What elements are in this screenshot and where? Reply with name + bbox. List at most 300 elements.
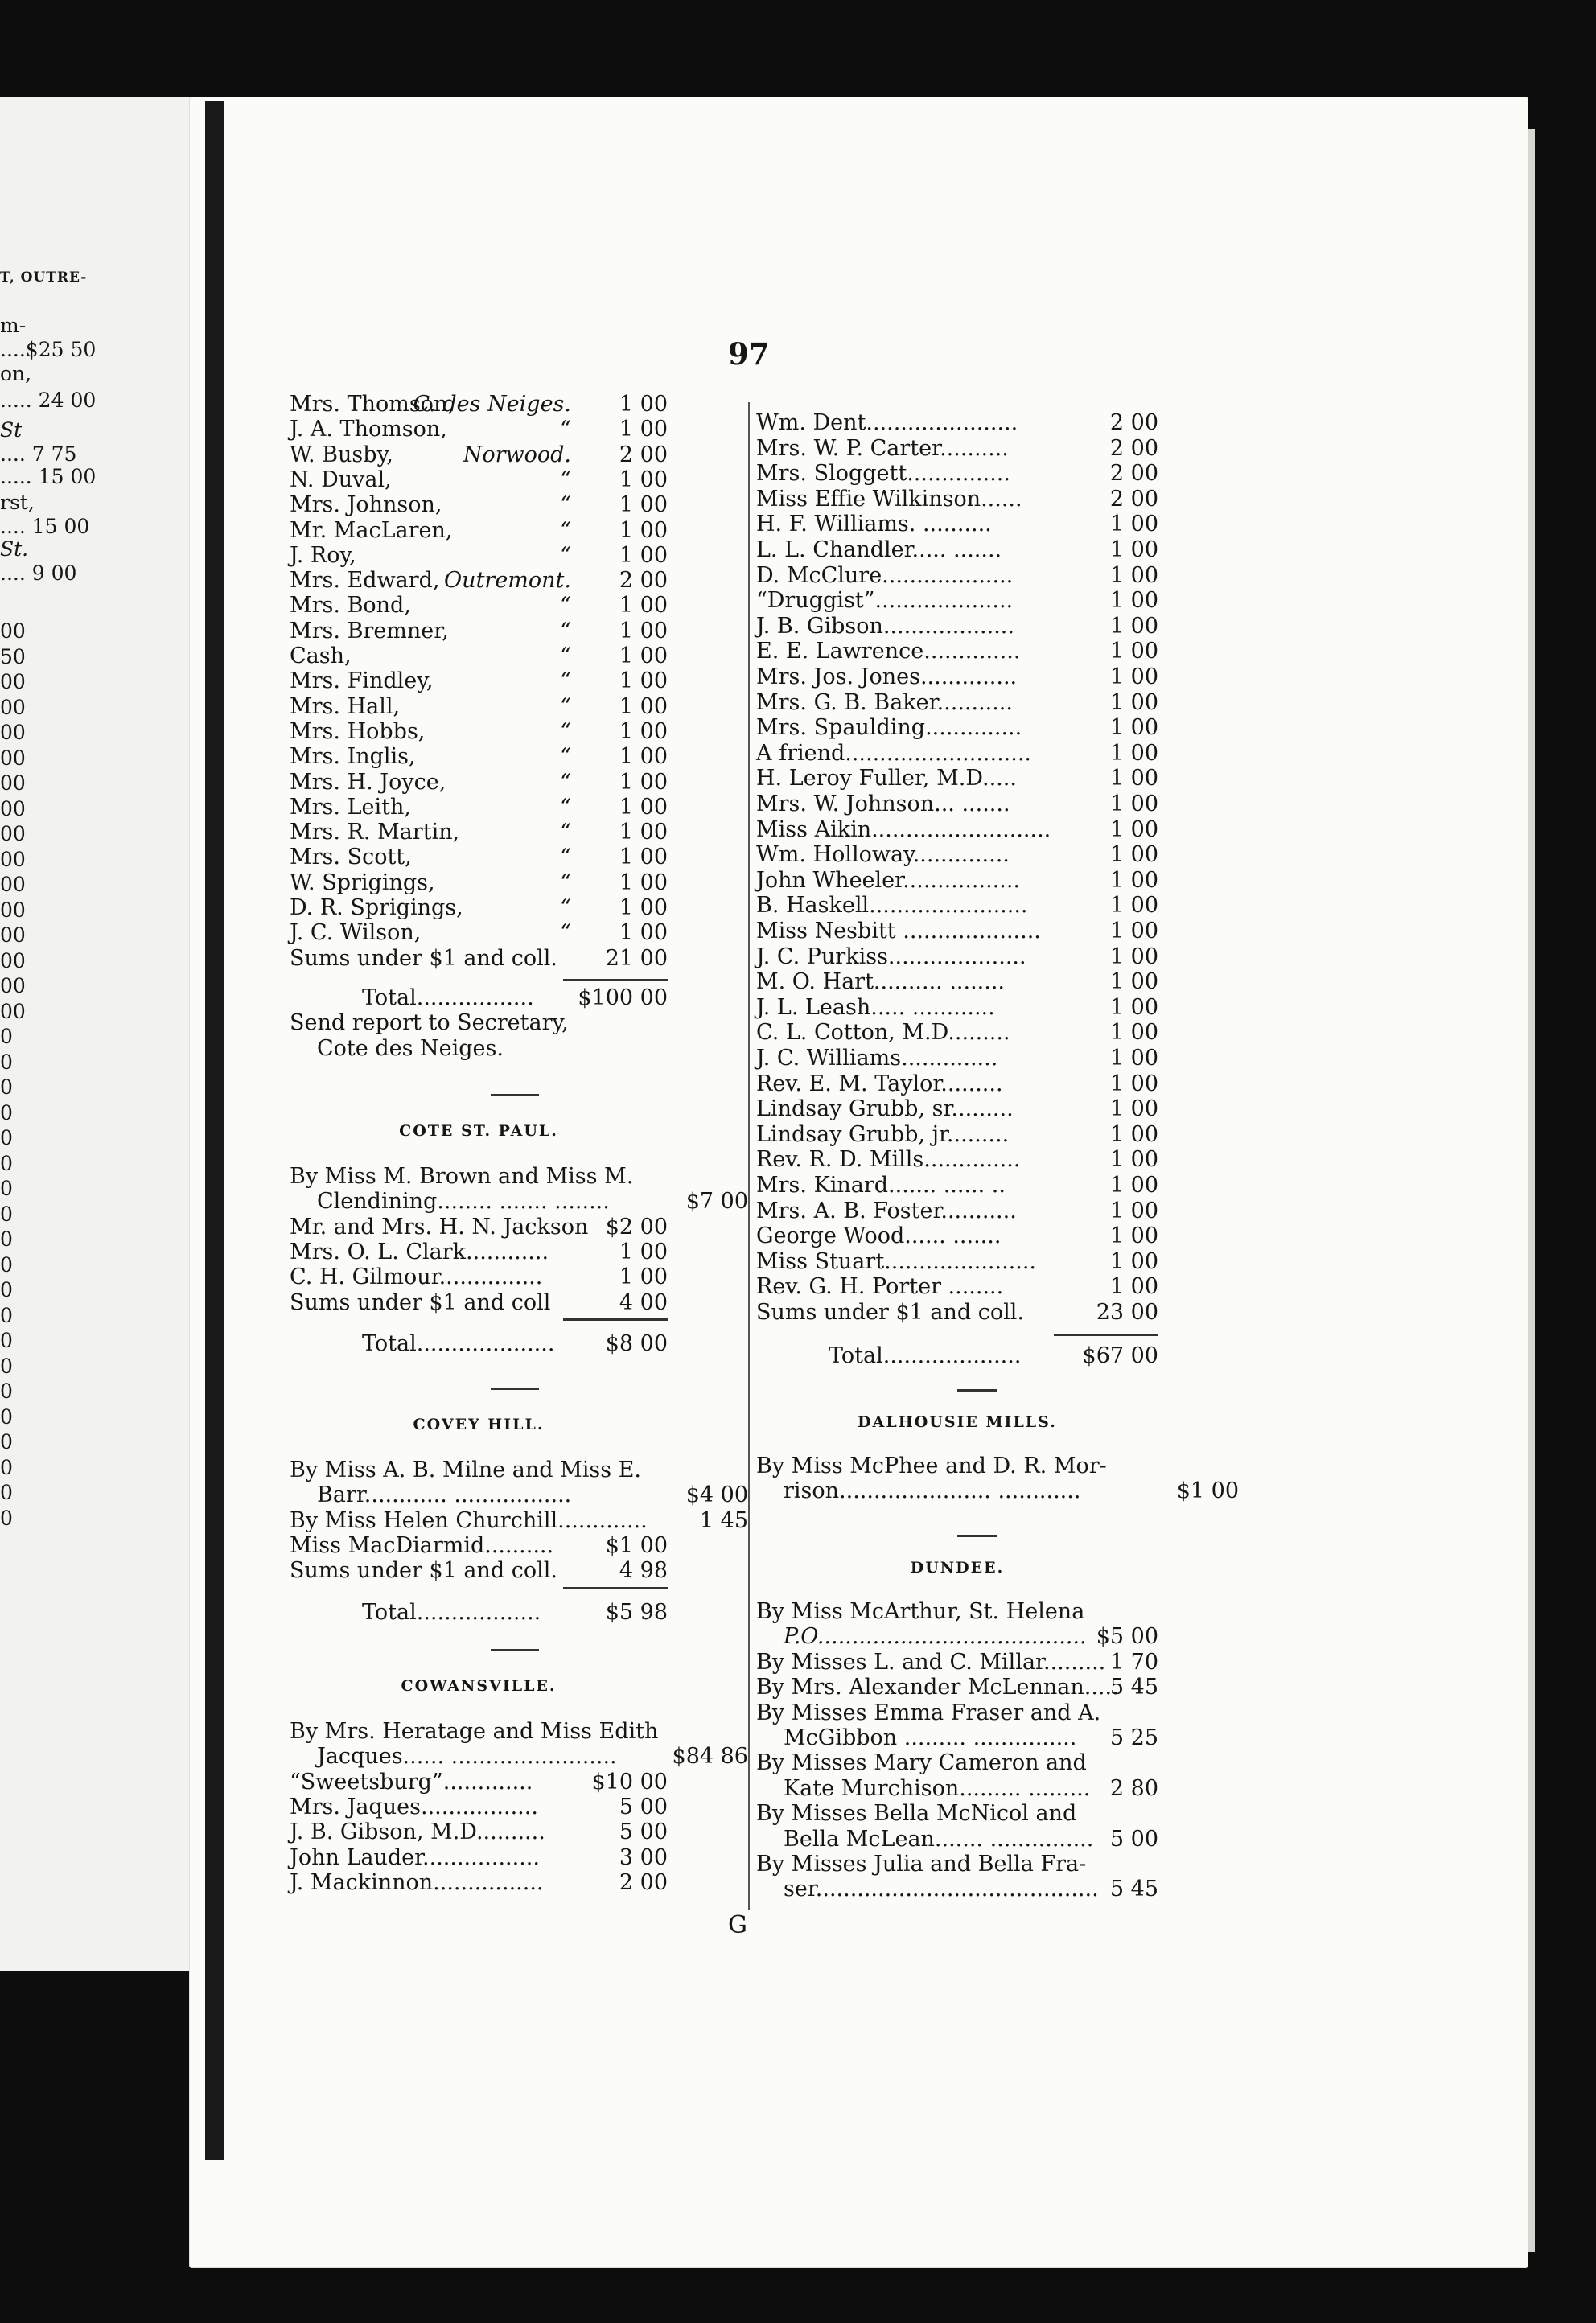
donor-name: Clendining........ ....... ........ (317, 1189, 610, 1215)
amount: 21 00 (605, 945, 668, 971)
amount: 1 00 (619, 820, 668, 845)
amount: 1 00 (1109, 893, 1158, 919)
amount: 2 00 (619, 568, 668, 594)
prev-page-cents: 0 (0, 1100, 13, 1124)
donor-name: Bella McLean....... ............... (784, 1826, 1094, 1852)
total-row (290, 1331, 668, 1356)
amount: 1 00 (1109, 537, 1158, 562)
ledger-row (756, 1071, 1158, 1096)
section-heading: DALHOUSIE MILLS. (858, 1413, 1057, 1431)
prev-page-cents: 0 (0, 1481, 13, 1504)
prev-page-cents: 0 (0, 1379, 13, 1403)
donor-name: J. C. Williams.............. (756, 1046, 998, 1071)
amount: 23 00 (1096, 1300, 1158, 1325)
ledger-row (756, 512, 1158, 537)
ledger-row (756, 1877, 1158, 1902)
ledger-row (756, 1274, 1158, 1299)
ledger-row (290, 1845, 668, 1870)
amount: 1 00 (1109, 1274, 1158, 1300)
prev-page-cents: 50 (0, 644, 26, 668)
donor-name: Mrs. Hall, (290, 693, 401, 719)
donor-name: Miss MacDiarmid.......... (290, 1532, 554, 1558)
ledger-row (756, 944, 1158, 969)
column-divider (748, 402, 750, 1910)
prev-page-cents: 0 (0, 1227, 13, 1251)
donor-name: Sums under $1 and coll. (756, 1300, 1024, 1325)
ledger-row (756, 715, 1158, 740)
ledger-row (290, 1870, 668, 1895)
ledger-row (290, 417, 668, 442)
donor-name: rison...................... ............ (784, 1478, 1081, 1504)
amount: 5 45 (1109, 1877, 1158, 1902)
donor-place: “ (560, 492, 571, 518)
amount-carried: $1 00 (1176, 1478, 1239, 1504)
amount: 1 70 (1109, 1649, 1158, 1675)
ledger-row (756, 995, 1158, 1020)
donor-name: By Miss McArthur, St. Helena (756, 1599, 1085, 1624)
ledger-row (290, 1507, 748, 1533)
donor-name: Mrs. Kinard....... ...... .. (756, 1173, 1006, 1198)
donor-name: Mrs. H. Joyce, (290, 769, 446, 795)
amount: 1 00 (619, 845, 668, 870)
donor-name: J. Roy, (290, 542, 356, 568)
ledger-row (756, 1776, 1158, 1801)
section-heading: DUNDEE. (910, 1559, 1005, 1577)
donor-name: Mrs. O. L. Clark............ (290, 1239, 549, 1264)
amount: 1 00 (619, 542, 668, 568)
amount: 2 00 (1109, 410, 1158, 435)
prev-page-cents: 0 (0, 1303, 13, 1327)
donor-name: P.O....................................... (784, 1624, 1087, 1650)
donor-name: Sums under $1 and coll. (290, 1558, 557, 1584)
donor-name: D. McClure................... (756, 562, 1014, 588)
section-heading: COWANSVILLE. (401, 1677, 557, 1695)
donor-name: Barr............ ................. (317, 1482, 572, 1508)
amount: 1 00 (619, 593, 668, 619)
amount: 5 00 (619, 1794, 668, 1819)
prev-page-line: m- (0, 314, 27, 337)
ledger-row (756, 1147, 1158, 1172)
donor-name: J. A. Thomson, (290, 417, 447, 442)
amount: 5 00 (1109, 1826, 1158, 1852)
ledger-row (756, 690, 1158, 715)
ledger-row (756, 1249, 1158, 1274)
donor-name: Mr. and Mrs. H. N. Jackson (290, 1214, 589, 1240)
amount: 1 00 (619, 920, 668, 946)
donor-place: “ (560, 693, 571, 719)
amount: 2 00 (619, 1869, 668, 1895)
ledger-row (290, 593, 668, 618)
donor-name: Miss Effie Wilkinson...... (756, 486, 1022, 512)
amount: 1 00 (619, 744, 668, 770)
donor-name: Mrs. Scott, (290, 845, 412, 870)
prev-page-cents: 0 (0, 1329, 13, 1352)
prev-page-cents: 00 (0, 974, 26, 997)
amount-carried: $84 86 (672, 1744, 748, 1770)
ledger-row (756, 1478, 1239, 1504)
ledger-row (290, 694, 668, 719)
amount: 1 00 (1109, 944, 1158, 969)
prev-page-cents: 0 (0, 1278, 13, 1301)
amount: 1 00 (1109, 1121, 1158, 1147)
donor-name: Mrs. Spaulding.............. (756, 715, 1022, 741)
donor-name: McGibbon ......... ............... (784, 1725, 1077, 1750)
prev-page-line: ....$25 50 (0, 338, 97, 361)
ledger-row (290, 795, 668, 820)
ledger-row (756, 487, 1158, 512)
donor-name: Cash, (290, 643, 352, 668)
ledger-row (290, 518, 668, 543)
ledger-row (290, 870, 668, 895)
total-row (290, 985, 668, 1010)
previous-page-fragment (0, 97, 201, 1971)
amount: 2 00 (1109, 461, 1158, 487)
prev-page-cents: 0 (0, 1252, 13, 1277)
ledger-row (290, 1458, 668, 1482)
donor-name: Mrs. Hobbs, (290, 718, 426, 744)
donor-name: ser......................................... (784, 1877, 1099, 1902)
prev-page-cents: 00 (0, 999, 26, 1023)
ledger-row (290, 719, 668, 744)
ledger-row (290, 1719, 668, 1744)
amount-carried: $4 00 (685, 1482, 748, 1508)
amount: 1 00 (619, 643, 668, 668)
donor-place: Outremont. (444, 568, 571, 594)
amount: 1 00 (1109, 1173, 1158, 1198)
ledger-row (756, 1650, 1158, 1675)
donor-name: B. Haskell....................... (756, 893, 1028, 919)
amount-carried: $7 00 (685, 1189, 748, 1215)
donor-name: George Wood...... ....... (756, 1223, 1002, 1249)
amount: 1 00 (1109, 715, 1158, 741)
amount: 1 00 (619, 517, 668, 543)
ledger-row (756, 1223, 1158, 1248)
amount: 1 00 (619, 668, 668, 694)
ledger-row (756, 588, 1158, 613)
donor-place: “ (560, 920, 571, 946)
donor-name: H. Leroy Fuller, M.D..... (756, 766, 1017, 791)
donor-name: By Mrs. Alexander McLennan..... (756, 1675, 1119, 1700)
amount: 5 25 (1109, 1725, 1158, 1750)
ledger-row (756, 410, 1158, 435)
prev-page-cents: 00 (0, 619, 26, 643)
prev-page-cents: 00 (0, 695, 26, 719)
prev-page-cents: 0 (0, 1202, 13, 1226)
donor-name: Mrs. R. Martin, (290, 820, 460, 845)
prev-page-line: .... 7 75 (0, 442, 77, 466)
amount: 1 00 (619, 1264, 668, 1290)
ledger-row (756, 1096, 1158, 1121)
ledger-row (756, 741, 1158, 766)
amount: 3 00 (619, 1844, 668, 1870)
ledger-row (290, 643, 668, 668)
ledger-row (756, 893, 1158, 918)
donor-place: Norwood. (463, 442, 571, 467)
ledger-row (290, 442, 668, 467)
donor-name: D. R. Sprigings, (290, 895, 463, 920)
donor-name: By Miss A. B. Milne and Miss E. (290, 1458, 642, 1482)
donor-name: Wm. Dent...................... (756, 410, 1018, 435)
total-row (756, 1343, 1158, 1368)
donor-name: W. Sprigings, (290, 870, 435, 895)
amount: 1 00 (1109, 816, 1158, 842)
donor-name: Miss Nesbitt .................... (756, 919, 1041, 944)
prev-page-cents: 0 (0, 1430, 13, 1453)
amount: 1 00 (1109, 1198, 1158, 1223)
donor-name: Lindsay Grubb, jr......... (756, 1121, 1010, 1147)
prev-page-cents: 00 (0, 822, 26, 845)
donor-name: “Druggist”.................... (756, 588, 1014, 614)
donor-name: Mrs. Sloggett............... (756, 461, 1010, 487)
section-rule (957, 1535, 998, 1537)
donor-place: C. des Neiges. (413, 392, 571, 417)
donor-name: Mrs. A. B. Foster........... (756, 1198, 1017, 1223)
donor-name: J. B. Gibson................... (756, 613, 1014, 639)
ledger-row (290, 1795, 668, 1819)
total-rule (563, 1318, 668, 1321)
ledger-row (756, 664, 1158, 689)
donor-name: “Sweetsburg”............. (290, 1769, 533, 1795)
prev-page-cents: 0 (0, 1354, 13, 1378)
donor-place: “ (560, 718, 571, 744)
donor-name: N. Duval, (290, 467, 392, 492)
prev-page-cents: 00 (0, 670, 26, 693)
donor-name: By Miss M. Brown and Miss M. (290, 1164, 634, 1189)
ledger-row (290, 1264, 668, 1289)
prev-page-cents: 00 (0, 873, 26, 896)
ledger-row (290, 946, 668, 971)
prev-page-cents: 00 (0, 847, 26, 871)
total-row (290, 1600, 668, 1625)
donor-name: M. O. Hart.......... ........ (756, 969, 1005, 995)
amount: 1 00 (619, 870, 668, 895)
book-spine-shadow (205, 101, 224, 2160)
donor-name: By Misses Julia and Bella Fra- (756, 1852, 1087, 1877)
prev-page-cents: 00 (0, 923, 26, 947)
amount: 1 00 (1109, 919, 1158, 944)
donor-name: Cote des Neiges. (317, 1035, 504, 1061)
amount: 1 00 (1109, 639, 1158, 664)
ledger-row (756, 1199, 1158, 1223)
prev-page-cents: 0 (0, 1455, 13, 1479)
donor-name: Mrs. W. Johnson... ....... (756, 791, 1010, 816)
donor-name: E. E. Lawrence.............. (756, 639, 1021, 664)
ledger-row (290, 744, 668, 769)
ledger-row (290, 820, 668, 845)
ledger-row (756, 1725, 1158, 1750)
donor-place: “ (560, 542, 571, 568)
donor-name: Mrs. Thomson, (290, 392, 455, 417)
donor-place: “ (560, 895, 571, 920)
donor-place: “ (560, 870, 571, 895)
ledger-row (290, 1482, 748, 1508)
prev-page-cents: 0 (0, 1126, 13, 1149)
donor-name: J. L. Leash..... ............ (756, 994, 995, 1020)
ledger-row (756, 1599, 1158, 1624)
ledger-row (290, 1164, 668, 1189)
total-label: Total.................... (362, 1330, 555, 1356)
donor-name: Mrs. Bremner, (290, 618, 449, 643)
prev-page-line: St (0, 418, 23, 442)
donor-name: By Mrs. Heratage and Miss Edith (290, 1719, 659, 1744)
ledger-row (756, 1852, 1158, 1877)
amount: 2 00 (1109, 435, 1158, 461)
total-amount: $8 00 (605, 1330, 668, 1356)
amount: 1 00 (1109, 689, 1158, 715)
ledger-row (756, 1700, 1158, 1725)
donor-name: J. C. Purkiss.................... (756, 944, 1026, 969)
donor-name: Kate Murchison......... ......... (784, 1775, 1091, 1801)
donor-name: By Misses Emma Fraser and A. (756, 1700, 1101, 1725)
prev-page-cents: 0 (0, 1404, 13, 1429)
section-heading: COVEY HILL. (413, 1416, 545, 1433)
ledger-row (756, 817, 1158, 842)
prev-page-cents: 00 (0, 771, 26, 795)
amount: $2 00 (605, 1214, 668, 1240)
ledger-row (756, 436, 1158, 461)
donor-place: “ (560, 643, 571, 668)
ledger-row (290, 568, 668, 593)
amount: 1 00 (1109, 1147, 1158, 1173)
ledger-row (290, 1558, 668, 1583)
ledger-row (290, 492, 668, 517)
total-rule (563, 1587, 668, 1589)
prev-page-cents: 0 (0, 1025, 13, 1048)
donor-name: By Miss McPhee and D. R. Mor- (756, 1453, 1107, 1478)
total-rule (1054, 1334, 1158, 1336)
donor-name: W. Busby, (290, 442, 393, 467)
donor-name: H. F. Williams. .......... (756, 512, 992, 537)
ledger-row (290, 1240, 668, 1264)
page-number: 97 (728, 336, 770, 372)
ledger-row (756, 1122, 1158, 1147)
prev-page-cents: 0 (0, 1075, 13, 1099)
donor-place: “ (560, 593, 571, 619)
ledger-row (290, 392, 668, 417)
prev-page-cents: 00 (0, 721, 26, 744)
donor-name: By Misses Mary Cameron and (756, 1750, 1087, 1776)
donor-place: “ (560, 744, 571, 770)
ledger-row (756, 842, 1158, 867)
amount: 1 00 (1109, 842, 1158, 868)
amount-carried: 1 45 (699, 1507, 748, 1533)
donor-name: By Misses L. and C. Millar......... (756, 1649, 1106, 1675)
ledger-row (290, 1036, 668, 1061)
ledger-row (290, 467, 668, 492)
ledger-row (756, 1173, 1158, 1198)
ledger-row (290, 1189, 748, 1215)
donor-name: Rev. E. M. Taylor......... (756, 1071, 1003, 1096)
donor-name: Sums under $1 and coll. (290, 945, 557, 971)
ledger-row (290, 1770, 668, 1795)
ledger-row (756, 1453, 1158, 1478)
amount: 1 00 (619, 618, 668, 643)
prev-page-cents: 0 (0, 1506, 13, 1530)
donor-name: Send report to Secretary, (290, 1010, 569, 1036)
amount: 1 00 (1109, 613, 1158, 639)
donor-name: J. B. Gibson, M.D.......... (290, 1819, 545, 1845)
donor-place: “ (560, 467, 571, 492)
amount: 1 00 (1109, 1071, 1158, 1096)
amount: 1 00 (1109, 1248, 1158, 1274)
donor-place: “ (560, 820, 571, 845)
donor-place: “ (560, 794, 571, 820)
amount: 5 45 (1109, 1675, 1158, 1700)
amount: 1 00 (1109, 766, 1158, 791)
prev-page-line: T, OUTRE- (0, 269, 88, 286)
donor-place: “ (560, 769, 571, 795)
donor-name: By Misses Bella McNicol and (756, 1801, 1077, 1827)
donor-place: “ (560, 417, 571, 442)
amount: 1 00 (1109, 1096, 1158, 1122)
ledger-row (290, 1010, 668, 1035)
ledger-row (756, 1827, 1158, 1852)
ledger-row (756, 1675, 1158, 1700)
prev-page-line: .... 15 00 (0, 515, 90, 538)
total-amount: $67 00 (1082, 1342, 1158, 1368)
amount: 1 00 (1109, 562, 1158, 588)
ledger-row (756, 461, 1158, 486)
donor-name: Jacques...... ........................ (317, 1744, 617, 1770)
donor-name: C. H. Gilmour............... (290, 1264, 543, 1290)
ledger-row (756, 1300, 1158, 1325)
donor-place: “ (560, 668, 571, 694)
donor-name: Wm. Holloway.............. (756, 842, 1010, 868)
donor-name: Rev. R. D. Mills.............. (756, 1147, 1021, 1173)
amount: 1 00 (619, 769, 668, 795)
section-heading: COTE ST. PAUL. (399, 1122, 558, 1140)
donor-name: A friend........................... (756, 740, 1031, 766)
signature-mark: G (728, 1911, 747, 1939)
amount: 1 00 (1109, 1020, 1158, 1046)
donor-place: “ (560, 618, 571, 643)
amount: 1 00 (1109, 791, 1158, 816)
donor-name: Mrs. Leith, (290, 794, 411, 820)
prev-page-cents: 0 (0, 1151, 13, 1175)
donor-name: Rev. G. H. Porter ........ (756, 1274, 1004, 1300)
amount: 4 98 (619, 1558, 668, 1584)
amount: 1 00 (619, 693, 668, 719)
donor-name: By Miss Helen Churchill............. (290, 1507, 648, 1533)
donor-name: C. L. Cotton, M.D......... (756, 1020, 1010, 1046)
amount: 1 00 (619, 1239, 668, 1264)
donor-name: John Lauder................. (290, 1844, 540, 1870)
amount: 1 00 (1109, 740, 1158, 766)
donor-name: Mrs. Edward, (290, 568, 440, 594)
donor-place: “ (560, 845, 571, 870)
ledger-row (290, 770, 668, 795)
total-label: Total.................... (829, 1342, 1022, 1368)
amount: 1 00 (619, 794, 668, 820)
donor-name: Mrs. Bond, (290, 593, 411, 619)
donor-name: Mrs. Johnson, (290, 492, 442, 518)
amount: $10 00 (591, 1769, 668, 1795)
amount: 5 00 (619, 1819, 668, 1845)
amount: 2 00 (619, 442, 668, 467)
prev-page-cents: 00 (0, 948, 26, 972)
prev-page-cents: 00 (0, 746, 26, 770)
donor-name: Mrs. G. B. Baker........... (756, 689, 1013, 715)
ledger-row (756, 766, 1158, 791)
amount: 1 00 (619, 718, 668, 744)
amount: 1 00 (619, 392, 668, 417)
section-rule (491, 1388, 539, 1390)
amount: 1 00 (619, 467, 668, 492)
donor-name: J. C. Wilson, (290, 920, 422, 946)
amount: 2 80 (1109, 1775, 1158, 1801)
donor-name: Lindsay Grubb, sr......... (756, 1096, 1014, 1122)
prev-page-line: on, (0, 362, 32, 385)
